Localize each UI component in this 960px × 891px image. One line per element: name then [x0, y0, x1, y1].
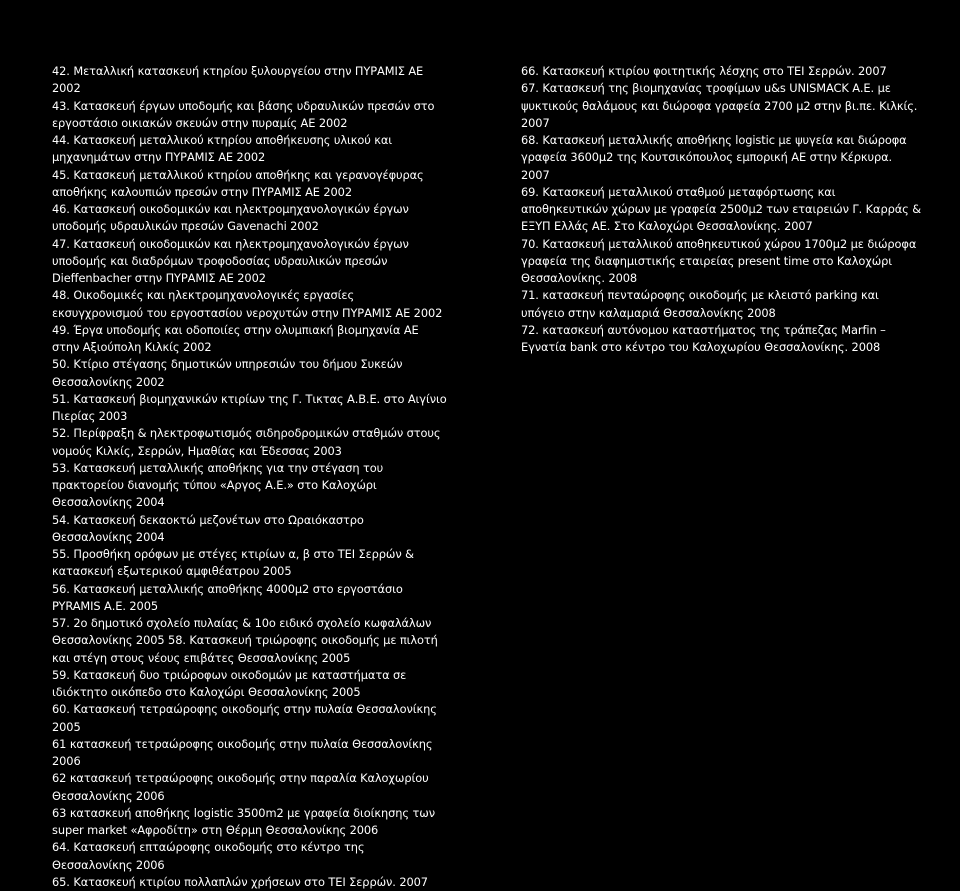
project-entry-51: 51. Κατασκευή βιομηχανικών κτιρίων της Γ. Τικτας Α.Β.Ε. στο Αιγίνιο Πιερίας 2003 — [52, 391, 447, 423]
project-entry-64: 64. Κατασκευή επταώροφης οικοδομής στο κέντρο της Θεσσαλονίκης 2006 — [52, 840, 365, 872]
project-entry-53: 53. Κατασκευή μεταλλικής αποθήκης για την στέγαση του πρακτορείου διανομής τύπου «Αργος Α.Ε.» στο Καλοχώρι Θεσσαλονίκης 2004 — [52, 460, 384, 510]
project-entry-59: 59. Κατασκευή δυο τριώροφων οικοδομών με καταστήματα σε ιδιόκτητο οικόπεδο στο Καλοχώρι Θεσσαλονίκης 2005 — [52, 667, 407, 699]
project-entry-68: 68. Κατασκευή μεταλλικής αποθήκης logistic με ψυγεία και διώροφα γραφεία 3600μ2 της Κουτσικόπουλος εμπορική ΑΕ στην Κέρκυρα. 2007 — [521, 133, 907, 182]
project-entry-52: 52. Περίφραξη & ηλεκτροφωτισμός σιδηροδρομικών σταθμών στους νομούς Κιλκίς, Σερρών, Ημαθίας και Έδεσσας 2003 — [52, 426, 441, 458]
project-entry-63: 63 κατασκευή αποθήκης logistic 3500m2 με γραφεία διοίκησης των super market «Αφροδίτη» στη Θέρμη Θεσσαλονίκης 2006 — [52, 805, 435, 837]
project-entry-60: 60. Κατασκευή τετραώροφης οικοδομής στην πυλαία Θεσσαλονίκης 2005 — [52, 702, 437, 734]
project-entry-70: 70. Κατασκευή μεταλλικού αποθηκευτικού χώρου 1700μ2 με διώροφα γραφεία της διαφημιστικής εταιρείας present time στο Καλοχώρι Θεσσαλονίκης. 2008 — [521, 236, 917, 285]
project-entry-54: 54. Κατασκευή δεκαοκτώ μεζονέτων στο Ωραιόκαστρο Θεσσαλονίκης 2004 — [52, 512, 364, 544]
project-entry-57-58: 57. 2ο δημοτικό σχολείο πυλαίας & 10ο ειδικό σχολείο κωφαλάλων Θεσσαλονίκης 2005 58. Κατασκευή τριώροφης οικοδομής με πιλοτή και στέγη στους νέους επιβάτες Θεσσαλονίκης 2005 — [52, 616, 438, 665]
project-entry-62: 62 κατασκευή τετραώροφης οικοδομής στην παραλία Καλοχωρίου Θεσσαλονίκης 2006 — [52, 771, 429, 803]
project-entry-61: 61 κατασκευή τετραώροφης οικοδομής στην πυλαία Θεσσαλονίκης 2006 — [52, 736, 433, 768]
project-entry-65: 65. Κατασκευή κτιρίου πολλαπλών χρήσεων στο ΤΕΙ Σερρών. 2007 — [52, 874, 428, 889]
project-entry-71: 71. κατασκευή πενταώροφης οικοδομής με κλειστό parking και υπόγειο στην καλαμαριά Θεσσαλονίκης 2008 — [521, 288, 879, 320]
project-entry-55: 55. Προσθήκη ορόφων με στέγες κτιρίων α, β στο ΤΕΙ Σερρών & κατασκευή εξωτερικού αμφιθέατρου 2005 — [52, 547, 414, 579]
project-entry-56: 56. Κατασκευή μεταλλικής αποθήκης 4000μ2 στο εργοστάσιο PYRAMIS Α.Ε. 2005 — [52, 581, 403, 613]
right-column — [521, 63, 921, 356]
project-entry-48: 48. Οικοδομικές και ηλεκτρομηχανολογικές εργασίες εκσυγχρονισμού του εργοστασίου νεροχυτών στην ΠΥΡΑΜΙΣ ΑΕ 2002 — [52, 288, 443, 320]
project-entry-46: 46. Κατασκευή οικοδομικών και ηλεκτρομηχανολογικών έργων υποδομής υδραυλικών πρεσών Gavenachi 2002 — [52, 202, 409, 234]
project-entry-43: 43. Κατασκευή έργων υποδομής και βάσης υδραυλικών πρεσών στο εργοστάσιο οικιακών σκευών στην πυραμίς ΑΕ 2002 — [52, 98, 435, 130]
project-entry-69: 69. Κατασκευή μεταλλικού σταθμού μεταφόρτωσης και αποθηκευτικών χώρων με γραφεία 2500μ2 των εταιρειών Γ. Καρράς & ΕΞΥΠ Ελλάς ΑΕ. Στο Καλοχώρι Θεσσαλονίκης. 2007 — [521, 184, 922, 234]
project-entry-66: 66. Κατασκευή κτιρίου φοιτητικής λέσχης στο ΤΕΙ Σερρών. 2007 — [521, 64, 887, 78]
project-entry-67: 67. Κατασκευή της βιομηχανίας τροφίμων u&s UNISMACK Α.Ε. με ψυκτικούς θαλάμους και διώροφα γραφεία 2700 μ2 στην βι.πε. Κιλκίς. 2007 — [521, 81, 918, 130]
project-entry-49: 49. Έργα υποδομής και οδοποιίες στην ολυμπιακή βιομηχανία ΑΕ στην Αξιούπολη Κιλκίς 2002 — [52, 322, 419, 354]
project-entry-45: 45. Κατασκευή μεταλλικού κτηρίου αποθήκης και γερανογέφυρας αποθήκης καλουπιών πρεσών στην ΠΥΡΑΜΙΣ ΑΕ 2002 — [52, 167, 424, 199]
project-entry-72: 72. κατασκευή αυτόνομου καταστήματος της τράπεζας Marfin – Εγνατία bank στο κέντρο του Καλοχωρίου Θεσσαλονίκης. 2008 — [521, 322, 886, 354]
project-entry-50: 50. Κτίριο στέγασης δημοτικών υπηρεσιών του δήμου Συκεών Θεσσαλονίκης 2002 — [52, 357, 403, 389]
project-entry-44: 44. Κατασκευή μεταλλικού κτηρίου αποθήκευσης υλικού και μηχανημάτων στην ΠΥΡΑΜΙΣ ΑΕ 2002 — [52, 133, 393, 165]
left-column — [52, 63, 447, 891]
project-entry-47: 47. Κατασκευή οικοδομικών και ηλεκτρομηχανολογικών έργων υποδομής και διαδρόμων τροφοδοσίας υδραυλικών πρεσών Dieffenbacher στην ΠΥΡΑΜΙΣ ΑΕ 2002 — [52, 236, 409, 285]
project-entry-42: 42. Μεταλλική κατασκευή κτηρίου ξυλουργείου στην ΠΥΡΑΜΙΣ ΑΕ 2002 — [52, 64, 424, 96]
